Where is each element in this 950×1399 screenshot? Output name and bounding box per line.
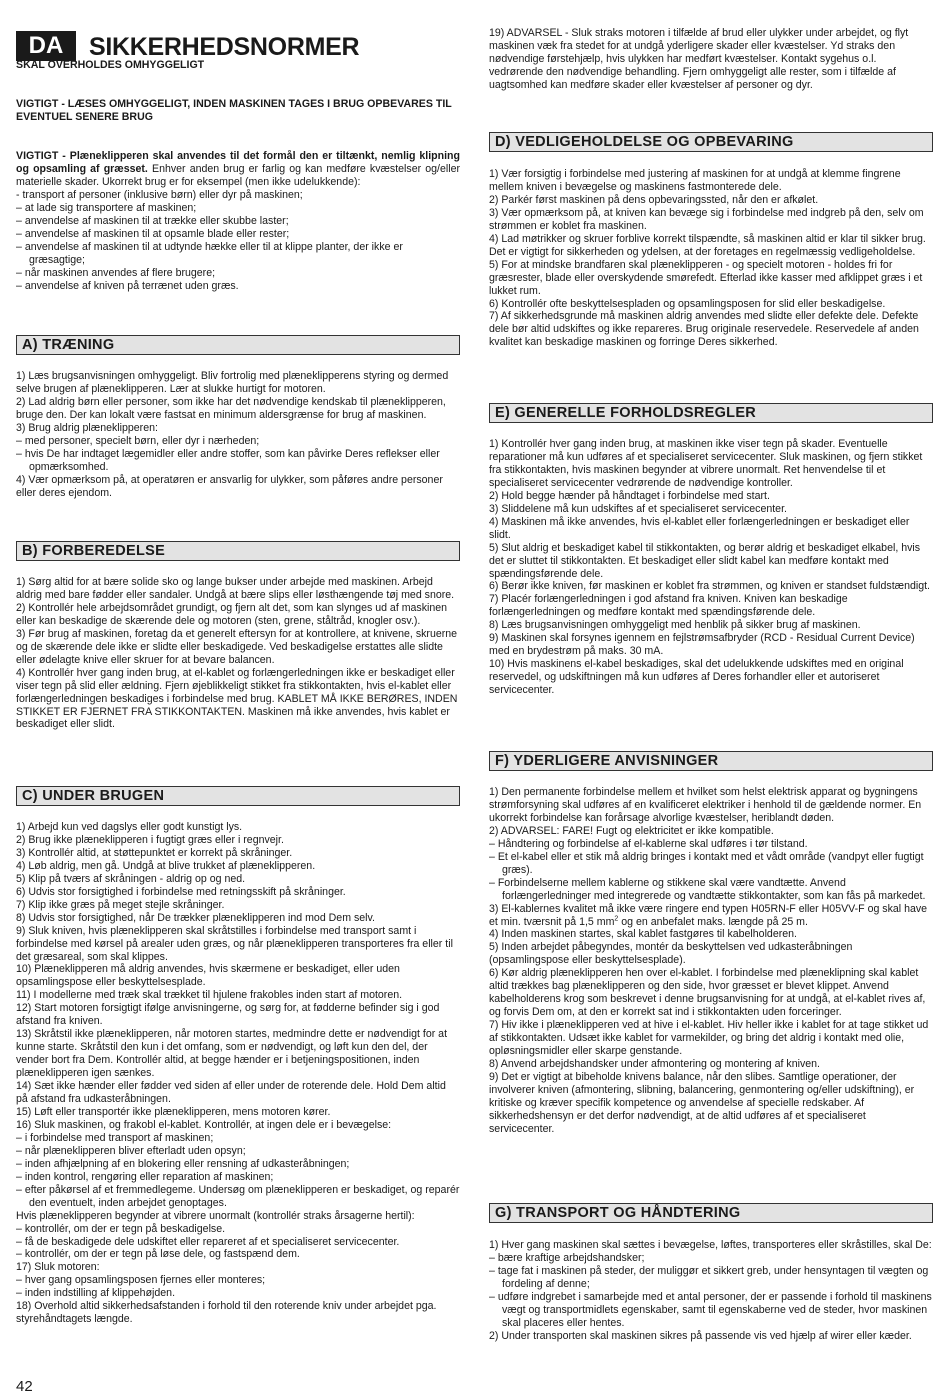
paragraph: 6) Berør ikke kniven, før maskinen er koblet fra strømmen, og kniven er standset fuldstændigt. [489, 580, 930, 593]
paragraph: 15) Løft eller transportér ikke plæneklipperen, mens motoren kører. [16, 1105, 331, 1118]
paragraph: 4) Lad møtrikker og skruer forblive korrekt tilspændte, så maskinen altid er klar til sikker brug. Det er vigtigt for sikkerheden og ydelsen, at der foretages en regelmæssig vedligeholdelse. [489, 232, 926, 258]
intro-list [16, 189, 460, 293]
paragraph: 4) Kontrollér hver gang inden brug, at el-kablet og forlængerledningen ikke er beskadiget eller viser tegn på slid eller ældning. Fjern øjeblikkeligt stikket fra stikkontakten, hvis el-kablet eller forlængerledningen beskadiges i forbindelse med brug. KABLET MÅ IKKE BERØRES, INDEN STIKKET ER FJERNET FRA STIKKONTAKTEN. Maskinen må ikke anvendes, hvis kablet er beskadiget eller slidt. [16, 666, 458, 731]
paragraph: 7) Hiv ikke i plæneklipperen ved at hive i el-kablet. Hiv heller ikke i kablet for at tage stikket ud af stikkontakten. Udsæt ikke kablet for varmekilder, og bring det aldrig i kontakt med olie, opløsningsmidler eller skarpe genstande. [489, 1019, 929, 1058]
paragraph: 5) Inden arbejdet påbegyndes, montér da beskyttelsen ved udkasteråbningen (opsamlingspose eller beskyttelsesplade). [489, 941, 853, 967]
paragraph: 4) Vær opmærksom på, at operatøren er ansvarlig for ulykker, som påføres andre personer eller deres ejendom. [16, 473, 443, 499]
paragraph: 10) Hvis maskinens el-kabel beskadiges, skal det udelukkende udskiftes med en original reservedel, og udskiftningen må kun udføres af Deres forhandler eller et autoriseret servicecenter. [489, 658, 904, 697]
paragraph: 3) Brug aldrig plæneklipperen: [16, 421, 158, 434]
intro-block [16, 150, 460, 292]
paragraph: 4) Løb aldrig, men gå. Undgå at blive trukket af plæneklipperen. [16, 859, 316, 872]
paragraph: 1) Vær forsigtig i forbindelse med justering af maskinen for at undgå at klemme fingrene mellem kniven i bevægelse og maskinens fastmonterede dele. [489, 168, 901, 193]
important-notice: VIGTIGT - LÆSES OMHYGGELIGT, INDEN MASKINEN TAGES I BRUG OPBEVARES TIL EVENTUEL SENERE BRUG [16, 98, 452, 123]
paragraph: 1) Sørg altid for at bære solide sko og lange bukser under arbejde med maskinen. Arbejd aldrig med bare fødder eller sandaler. Undgå at bære slips eller løsthængende tøj med snore. [16, 576, 455, 601]
list-item: – bære kraftige arbejdshandsker; [489, 1251, 645, 1264]
list-item: – når plæneklipperen bliver efterladt uden opsyn; [16, 1144, 246, 1157]
language-badge: DA [16, 31, 76, 61]
list-item: – Et el-kabel eller et stik må aldrig bringes i kontakt med et vådt område (vandpyt eller fugtigt græs). [489, 850, 924, 876]
paragraph: 17) Sluk motoren: [16, 1261, 100, 1274]
list-item: – når maskinen anvendes af flere brugere; [16, 266, 216, 279]
list-item: – få de beskadigede dele udskiftet eller repareret af et specialiseret servicecenter. [16, 1235, 400, 1248]
list-item: – inden kontrol, rengøring eller reparation af maskinen; [16, 1170, 274, 1183]
paragraph: 12) Start motoren forsigtigt ifølge anvisningerne, og sørg for, at fødderne befinder sig i god afstand fra kniven. [16, 1002, 440, 1028]
paragraph: 3) Kontrollér altid, at støttepunktet er korrekt på skråninger. [16, 846, 293, 859]
paragraph: 5) Klip på tværs af skråningen - aldrig op og ned. [16, 872, 246, 885]
paragraph: 7) Placér forlængerledningen i god afstand fra kniven. Kniven kan beskadige forlængerledningen og medføre kontakt med spændingsførende dele. [489, 593, 848, 619]
section-a-heading: A) TRÆNING [16, 335, 460, 355]
paragraph: 4) Inden maskinen startes, skal kablet fastgøres til kabelholderen. [489, 928, 797, 941]
section-b-body [16, 576, 460, 731]
page-number: 42 [16, 1378, 33, 1395]
page-subtitle: SKAL OVERHOLDES OMHYGGELIGT [16, 59, 205, 71]
paragraph: 1) Hver gang maskinen skal sættes i bevægelse, løftes, transporteres eller skråstilles, skal De: [489, 1239, 932, 1251]
paragraph: 2) Brug ikke plæneklipperen i fugtigt græs eller i regnvejr. [16, 833, 284, 846]
superscript: 2 [614, 915, 619, 922]
paragraph: 6) Kontrollér ofte beskyttelsespladen og opsamlingsposen for slid eller beskadigelse. [489, 297, 886, 310]
list-item: – anvendelse af maskinen til at opsamle blade eller rester; [16, 227, 290, 240]
paragraph [489, 903, 933, 929]
section-g-heading: G) TRANSPORT OG HÅNDTERING [489, 1203, 933, 1223]
list-item: – inden afhjælpning af en blokering eller rensning af udkasteråbningen; [16, 1157, 350, 1170]
paragraph: 9) Det er vigtigt at bibeholde knivens balance, når den slibes. Samtlige operationer, der involverer kniven (afmontering, slibning, balancering, genmontering og/eller udskiftning), er kritiske og kræver specifik kompetence og anvendelse af specielle redskaber. Af sikkerhedshensyn er det derfor nødvendigt, at de altid udføres af et specialiseret servicecenter. [489, 1070, 915, 1135]
section-a-body [16, 370, 460, 500]
paragraph: 5) For at mindske brandfaren skal plæneklipperen - og specielt motoren - holdes fri for græsrester, blade eller overskydende smørefedt. Efterlad ikke kasser med afklippet græs i et lukket rum. [489, 258, 923, 297]
section-c-continued: 19) ADVARSEL - Sluk straks motoren i tilfælde af brud eller ulykker under arbejdet, og flyt maskinen væk fra stedet for at undgå yderligere skader eller kvæstelser. Yd straks den nødvendige førstehjælp, hvis ulykken har medført kvæstelser. Kontakt sygehus o.l. vedrørende den nødvendige behandling. Fjern omhyggeligt alle rester, som i tilfælde af uagtsomhed kan medføre skader eller kvæstelser af personer og dyr. [489, 27, 909, 91]
list-item: – Forbindelserne mellem kablerne og stikkene skal være vandtætte. Anvend forlængerledninger med integrerede og vandtætte stikkontakter, som kan fås på markedet. [489, 876, 926, 902]
paragraph: 7) Af sikkerhedsgrunde må maskinen aldrig anvendes med slidte eller defekte dele. Defekte dele bør altid udskiftes og ikke repareres. Brug originale reservedele. Reservedele af anden kvalitet kan beskadige maskinen og forringe Deres sikkerhed. [489, 310, 919, 349]
paragraph: 14) Sæt ikke hænder eller fødder ved siden af eller under de roterende dele. Hold Dem altid på afstand fra udkasteråbningen. [16, 1080, 446, 1106]
list-item: – Håndtering og forbindelse af el-kablerne skal udføres i tør tilstand. [489, 837, 808, 850]
paragraph: 11) I modellerne med træk skal trækket til hjulene frakobles inden start af motoren. [16, 989, 403, 1002]
page-title: SIKKERHEDSNORMER [89, 33, 360, 61]
section-d-body [489, 168, 933, 349]
section-b-heading: B) FORBEREDELSE [16, 541, 460, 561]
paragraph: 4) Maskinen må ikke anvendes, hvis el-kablet eller forlængerledningen er beskadiget eller slidt. [489, 515, 910, 541]
paragraph: 8) Anvend arbejdshandsker under afmontering og montering af kniven. [489, 1058, 820, 1071]
paragraph: 8) Læs brugsanvisningen omhyggeligt med henblik på sikker brug af maskinen. [489, 619, 861, 632]
section-e-body [489, 438, 933, 697]
paragraph: 1) Den permanente forbindelse mellem et hvilket som helst elektrisk apparat og bygningens strømforsyning skal udføres af en kvalificeret elektriker i henhold til de gældende normer. En ukorrekt forbindelse kan forårsage alvorlige kvæstelser, heriblandt døden. [489, 786, 922, 824]
paragraph: 2) Hold begge hænder på håndtaget i forbindelse med start. [489, 489, 770, 502]
list-item: – at lade sig transportere af maskinen; [16, 201, 197, 214]
paragraph: 6) Kør aldrig plæneklipperen hen over el-kablet. I forbindelse med plæneklipning skal kablet altid trækkes bag plæneklipperen og den side, hvor græsset er blevet klippet. Anvend kabelholderens krog som beskrevet i denne brugsanvisning for at undgå, at el-kablet rives af, og forvis Dem om, at den er korrekt sat ind i stikkontakten uden forceringer. [489, 967, 926, 1019]
paragraph: 18) Overhold altid sikkerhedsafstanden i forhold til den roterende kniv under arbejdet pga. styrehåndtagets længde. [16, 1300, 437, 1326]
section-e-heading: E) GENERELLE FORHOLDSREGLER [489, 403, 933, 423]
paragraph: 2) Kontrollér hele arbejdsområdet grundigt, og fjern alt det, som kan slynges ud af maskinen eller kan beskadige de skærende dele og motoren (sten, grene, ståltråd, knogler osv.). [16, 601, 448, 627]
list-item: – i forbindelse med transport af maskinen; [16, 1131, 214, 1144]
list-item: – udføre indgrebet i samarbejde med et antal personer, der er passende i forhold til maskinens vægt og transportmidlets egenskaber, samt til egenskaberne ved de steder, hvor maskinen skal placeres eller hentes. [489, 1290, 932, 1329]
paragraph: 2) ADVARSEL: FARE! Fugt og elektricitet er ikke kompatible. [489, 824, 774, 837]
list-item: – anvendelse af maskinen til at trække eller skubbe laster; [16, 214, 289, 227]
paragraph: 8) Udvis stor forsigtighed, når De trækker plæneklipperen ind mod Dem selv. [16, 911, 375, 924]
section-c-heading: C) UNDER BRUGEN [16, 786, 460, 806]
section-c-body [16, 821, 460, 1326]
list-item: – med personer, specielt børn, eller dyr i nærheden; [16, 434, 260, 447]
cable-spec-text: 3) El-kablernes kvalitet må ikke være ringere end typen H05RN-F eller H05VV-F og skal have et min. tværsnit på 1,5 mm [489, 902, 928, 928]
paragraph: 13) Skråtstil ikke plæneklipperen, når motoren startes, medmindre dette er nødvendigt for at kunne starte. Skråtstil den kun i det omfang, som er nødvendigt, og løft kun den del, der vender bort fra Dem. Kontrollér altid, at begge hænder er i betjeningspositionen, inden plæneklipperen igen sænkes. [16, 1028, 448, 1080]
list-item: – anvendelse af kniven på terrænet uden græs. [16, 279, 239, 292]
paragraph: 3) Vær opmærksom på, at kniven kan bevæge sig i forbindelse med indgreb på den, selv om strømmen er koblet fra maskinen. [489, 206, 924, 232]
list-item: – inden indstilling af klippehøjden. [16, 1287, 176, 1300]
list-item: – kontrollér, om der er tegn på beskadigelse. [16, 1222, 226, 1235]
section-f-body [489, 786, 933, 1136]
paragraph: 3) Før brug af maskinen, foretag da et generelt eftersyn for at kontrollere, at knivene, skruerne og de skærende dele ikke er slidte eller beskadigede. Ved beskadigelse erstattes alle slidte eller ødelagte knive eller skruer for at bevare balancen. [16, 627, 458, 666]
paragraph: 5) Slut aldrig et beskadiget kabel til stikkontakten, og berør aldrig et beskadiget elkabel, hvis det er sluttet til stikkontakten. Et beskadiget eller slidt kabel kan medføre kontakt med spændingsførende dele. [489, 541, 921, 580]
paragraph: 1) Arbejd kun ved dagslys eller godt kunstigt lys. [16, 821, 243, 833]
section-g-body [489, 1239, 933, 1343]
list-item: – tage fat i maskinen på steder, der muliggør et sikkert greb, under hensyntagen til vægten og fordeling af denne; [489, 1264, 929, 1290]
paragraph: 9) Sluk kniven, hvis plæneklipperen skal skråtstilles i forbindelse med transport samt i forbindelse med kørsel på arealer uden græs, og når plæneklipperen transporteres fra eller til det græsareal, som skal klippes. [16, 924, 453, 963]
list-item: – kontrollér, om der er tegn på løse dele, og fastspænd dem. [16, 1248, 300, 1261]
paragraph: 9) Maskinen skal forsynes igennem en fejlstrømsafbryder (RCD - Residual Current Device) med en brydestrøm på maks. 30 mA. [489, 632, 915, 658]
list-item: – hvis De har indtaget lægemidler eller andre stoffer, som kan påvirke Deres reflekser eller opmærksomhed. [16, 447, 440, 473]
list-item: – efter påkørsel af et fremmedlegeme. Undersøg om plæneklipperen er beskadiget, og reparér den eventuelt, inden arbejdet genoptages. [16, 1183, 460, 1209]
paragraph: 3) Sliddelene må kun udskiftes af et specialiseret servicecenter. [489, 502, 787, 515]
section-f-heading: F) YDERLIGERE ANVISNINGER [489, 751, 933, 771]
paragraph: 7) Klip ikke græs på meget stejle skråninger. [16, 898, 225, 911]
list-item: – hver gang opsamlingsposen fjernes eller monteres; [16, 1274, 266, 1287]
paragraph: 2) Parkér først maskinen på dens opbevaringssted, når den er afkølet. [489, 193, 819, 206]
paragraph: 2) Lad aldrig børn eller personer, som ikke har det nødvendige kendskab til plæneklipperen, bruge den. Der kan lokalt være fastsat en minimum aldersgrænse for brug af maskinen. [16, 395, 446, 421]
section-d-heading: D) VEDLIGEHOLDELSE OG OPBEVARING [489, 132, 933, 152]
paragraph: 10) Plæneklipperen må aldrig anvendes, hvis skærmene er beskadiget, eller uden opsamlingspose eller beskyttelsesplade. [16, 963, 400, 989]
intro-text: Enhver anden brug er farlig og kan medføre kvæstelser og/eller materielle skader. Ukorrekt brug er for eksempel (men ikke udelukkende): [16, 162, 460, 188]
paragraph: 16) Sluk maskinen, og frakobl el-kablet. Kontrollér, at ingen dele er i bevægelse: [16, 1118, 392, 1131]
list-item: - transport af personer (inklusive børn) eller dyr på maskinen; [16, 188, 303, 201]
paragraph: 1) Læs brugsanvisningen omhyggeligt. Bliv fortrolig med plæneklipperens styring og dermed selve brugen af plæneklipperen. Lær at slukke hurtigt for motoren. [16, 370, 449, 395]
paragraph: 6) Udvis stor forsigtighed i forbindelse med retningsskift på skråninger. [16, 885, 346, 898]
list-item: – anvendelse af maskinen til at udtynde hække eller til at klippe planter, der ikke er græsagtige; [16, 240, 403, 266]
paragraph: 1) Kontrollér hver gang inden brug, at maskinen ikke viser tegn på skader. Eventuelle reparationer må kun udføres af et specialiseret servicecenter. Sluk maskinen, og fjern stikket fra stikkontakten, hvis maskinen begynder at vibrere unormalt. Ret henvendelse til et specialiseret servicecenter vedrørende de nødvendige kontroller. [489, 438, 923, 489]
intro-paragraph [16, 150, 460, 189]
paragraph: Hvis plæneklipperen begynder at vibrere unormalt (kontrollér straks årsagerne hertil): [16, 1209, 415, 1222]
intro-bold: VIGTIGT - Plæneklipperen skal anvendes til det formål den er tiltænkt, nemlig klipning og opsamling af græsset. [16, 150, 460, 175]
paragraph: 2) Under transporten skal maskinen sikres på passende vis ved hjælp af wirer eller kæder. [489, 1329, 912, 1342]
cable-spec-text-end: og en anbefalet maks. længde på 25 m. [618, 915, 808, 928]
